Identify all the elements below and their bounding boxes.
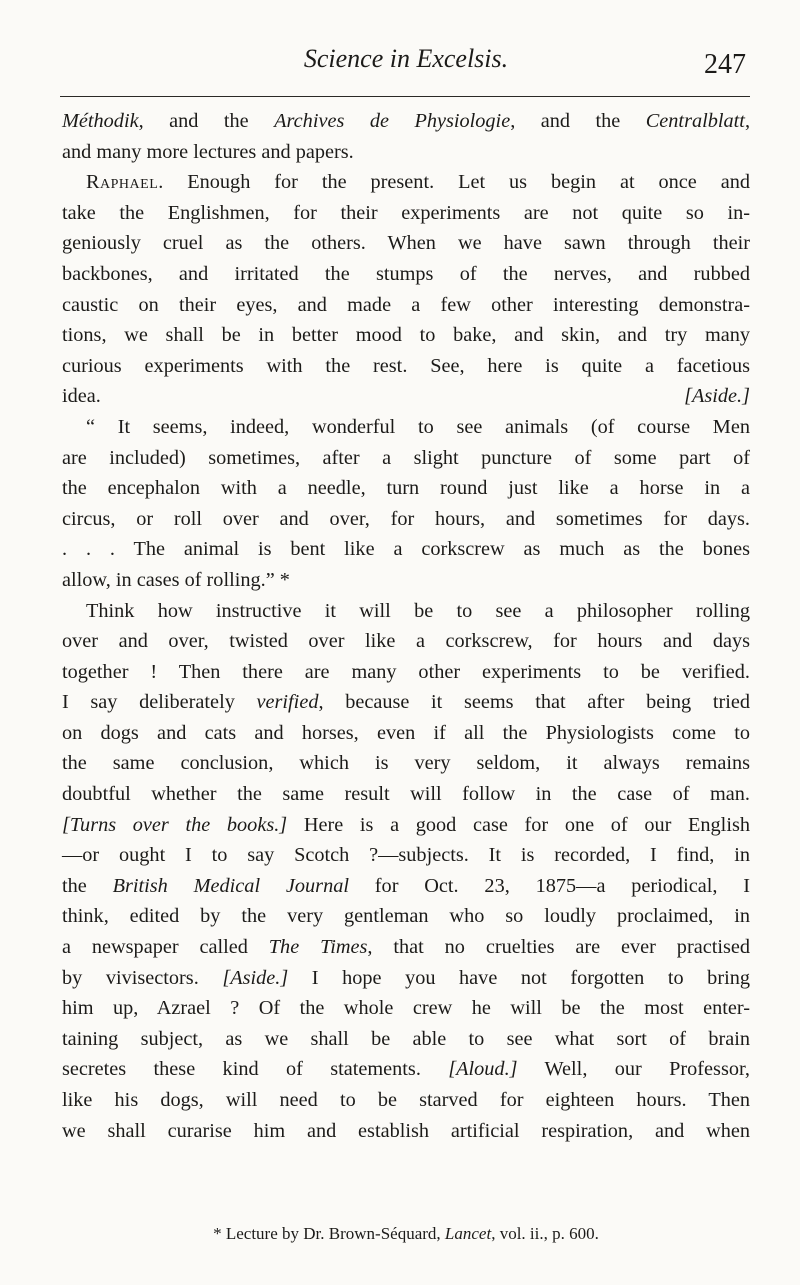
page-header <box>62 44 750 94</box>
text-run: . Enough for the present. Let us begin at once and <box>158 171 750 194</box>
text-line <box>62 1116 750 1147</box>
text-line <box>62 718 750 749</box>
text-run: like his dogs, will need to be starved for eighteen hours. Then <box>62 1089 750 1111</box>
text-line <box>62 626 750 657</box>
footnote <box>62 1222 750 1246</box>
text-line <box>62 351 750 382</box>
text-line <box>62 687 750 718</box>
text-run: taining subject, as we shall be able to see what sort of brain <box>62 1027 750 1050</box>
text-line <box>62 473 750 504</box>
text-run: Think how instructive it will be to see a philosopher rolling <box>86 599 750 622</box>
text-line <box>62 932 750 963</box>
text-line <box>62 167 750 198</box>
text-run: secretes these kind of statements. <box>62 1058 449 1081</box>
italic-text: verified <box>256 691 319 714</box>
text-run: , and the <box>138 110 275 132</box>
text-line <box>62 228 750 259</box>
text-line <box>62 1054 750 1085</box>
text-run: a newspaper called <box>62 936 269 959</box>
text-run: the same conclusion, which is very seldom, it always remains <box>62 752 750 775</box>
stage-direction: [Aside.] <box>684 385 750 408</box>
text-line <box>62 137 750 168</box>
text-run: think, edited by the very gentleman who so loudly proclaimed, in <box>62 905 750 928</box>
text-run: together ! Then there are many other experiments to be verified. <box>62 660 750 683</box>
text-run: I hope you have not forgotten to bring <box>288 966 750 989</box>
italic-text: [Aloud.] <box>448 1058 518 1081</box>
italic-text: Centralblatt <box>645 110 745 132</box>
italic-text: Lancet <box>444 1224 492 1243</box>
text-run: take the Englishmen, for their experiments are not quite so in- <box>62 201 750 224</box>
text-line <box>62 412 750 443</box>
text-line <box>62 779 750 810</box>
italic-text: The Times <box>268 936 368 959</box>
text-line <box>62 871 750 902</box>
text-line <box>62 810 750 841</box>
text-run: . . . The animal is bent like a corkscrew as much as the bones <box>62 538 750 561</box>
text-run: for Oct. 23, 1875—a periodical, I <box>348 874 750 897</box>
text-run: over and over, twisted over like a corkscrew, for hours and days <box>62 630 750 653</box>
text-line <box>62 504 750 535</box>
text-line <box>62 840 750 871</box>
text-line <box>62 993 750 1024</box>
text-run: him up, Azrael ? Of the whole crew he will be the most enter- <box>62 997 750 1020</box>
body-text <box>62 106 750 1146</box>
text-line <box>62 901 750 932</box>
text-line <box>62 534 750 565</box>
text-line <box>62 290 750 321</box>
text-run: doubtful whether the same result will follow in the case of man. <box>62 783 750 806</box>
text-run: on dogs and cats and horses, even if all the Physiologists come to <box>62 721 750 744</box>
text-line <box>62 320 750 351</box>
text-run: we shall curarise him and establish artificial respiration, and when <box>62 1119 750 1142</box>
text-run: , that no cruelties are ever practised <box>367 936 750 959</box>
text-line <box>62 565 750 596</box>
speaker-name: Raphael <box>86 171 159 194</box>
text-run: , <box>744 110 751 132</box>
page-number: 247 <box>704 49 746 80</box>
text-run: , because it seems that after being tried <box>318 691 750 714</box>
text-line <box>62 1085 750 1116</box>
text-run: are included) sometimes, after a slight puncture of some part of <box>62 446 750 469</box>
italic-text: Méthodik <box>62 110 139 132</box>
italic-text: Archives de Physiologie <box>274 110 511 132</box>
header-rule <box>60 96 750 97</box>
text-run: circus, or roll over and over, for hours, and sometimes for days. <box>62 507 750 530</box>
text-line <box>62 748 750 779</box>
italic-text: British Medical Journal <box>112 874 349 897</box>
text-line <box>62 198 750 229</box>
text-run: the encephalon with a needle, turn round just like a horse in a <box>62 477 750 500</box>
text-run: tions, we shall be in better mood to bake, and skin, and try many <box>62 324 750 347</box>
text-run: the <box>62 874 113 897</box>
text-run: curious experiments with the rest. See, here is quite a facetious <box>62 354 750 377</box>
text-run: by vivisectors. <box>62 966 223 989</box>
text-run: * Lecture by Dr. Brown-Séquard, <box>213 1224 445 1243</box>
text-run: caustic on their eyes, and made a few other interesting demonstra- <box>62 293 750 316</box>
text-line <box>62 381 750 412</box>
text-line <box>62 443 750 474</box>
text-run: geniously cruel as the others. When we have sawn through their <box>62 232 750 255</box>
text-run: “ It seems, indeed, wonderful to see animals (of course Men <box>86 415 750 438</box>
text-run: Well, our Professor, <box>517 1058 750 1081</box>
running-title: Science in Excelsis. <box>303 44 509 73</box>
italic-text: [Aside.] <box>222 966 289 989</box>
text-line <box>62 596 750 627</box>
text-run: , vol. ii., p. 600. <box>491 1224 599 1243</box>
text-line <box>62 963 750 994</box>
text-run: backbones, and irritated the stumps of the nerves, and rubbed <box>62 262 750 285</box>
italic-text: [Turns over the books.] <box>62 813 288 836</box>
text-run: idea. <box>62 385 101 408</box>
text-run: and many more lectures and papers. <box>62 140 354 163</box>
text-run: I say deliberately <box>62 691 257 714</box>
text-line <box>62 259 750 290</box>
text-run: , and the <box>510 110 646 132</box>
text-line <box>62 1024 750 1055</box>
text-line <box>62 657 750 688</box>
text-run: allow, in cases of rolling.” * <box>62 568 290 591</box>
text-line <box>62 106 750 137</box>
text-run: —or ought I to say Scotch ?—subjects. It is recorded, I find, in <box>62 844 750 867</box>
text-run: Here is a good case for one of our English <box>287 813 750 836</box>
